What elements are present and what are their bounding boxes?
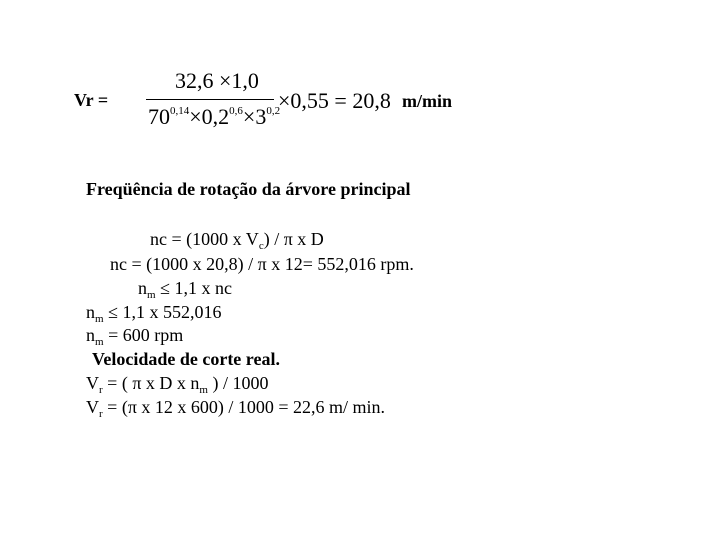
line-nm-inequality: $n_m \le 1,1$ x nc [138,278,232,301]
formula-tail: ×0,55 = 20,8 [278,88,391,113]
line-nm-bound: $n_m \le 1,1$ x 552,016 [86,302,222,325]
section-heading: Freqüência de rotação da árvore principal [86,179,411,199]
formula-numerator: 32,6 ×1,0 [175,68,259,93]
formula-denominator: $70^{0,14}\times 0,2^{0,6}\times 3^{0,2}$ [148,104,281,129]
line-nc-formula: nc = (1000 x $V_c$) / π x D [150,229,324,252]
line-vr-formula: $V_r$ = ( π x D x $n_m$ ) / 1000 [86,373,269,396]
formula-unit: m/min [402,91,453,111]
line-nm-value: $n_m = 600$ rpm [86,325,184,348]
line-real-speed-heading: Velocidade de corte real. [92,349,280,369]
formula-lhs: Vr = [74,90,109,110]
fraction-bar [146,99,274,100]
line-nc-value: nc = (1000 x 20,8) / π x 12= 552,016 rpm. [110,254,414,274]
line-vr-value: $V_r = (\pi$ x 12 x 600) / 1000 = 22,6 m/ min. [86,397,386,420]
